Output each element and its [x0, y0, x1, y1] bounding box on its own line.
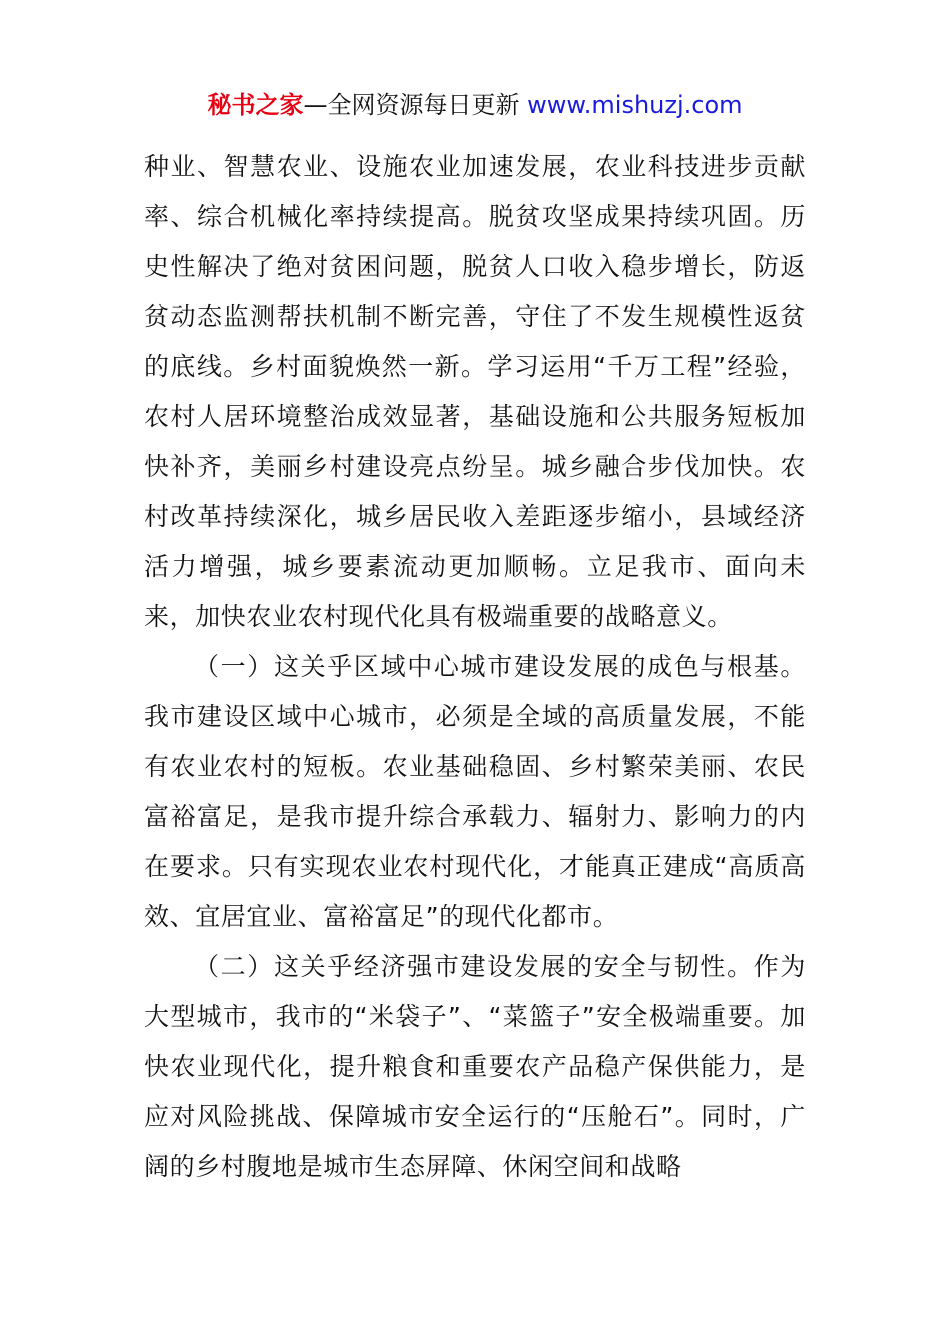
paragraph-3: （二）这关乎经济强市建设发展的安全与韧性。作为大型城市，我市的“米袋子”、“菜篮子”安全极端重要。加快农业现代化，提升粮食和重要农产品稳产保供能力，是应对风险挑战、保障城市安全运行的“压舱石”。同时，广阔的乡村腹地是城市生态屏障、休闲空间和战略 — [144, 952, 806, 1181]
site-slogan: —全网资源每日更新 — [303, 91, 528, 119]
document-body — [144, 142, 806, 1192]
site-url-link[interactable]: www.mishuzj.com — [527, 91, 743, 119]
site-brand: 秘书之家 — [207, 91, 304, 119]
page-header — [0, 88, 950, 122]
paragraph-1: 种业、智慧农业、设施农业加速发展，农业科技进步贡献率、综合机械化率持续提高。脱贫攻坚成果持续巩固。历史性解决了绝对贫困问题，脱贫人口收入稳步增长，防返贫动态监测帮扶机制不断完善，守住了不发生规模性返贫的底线。乡村面貌焕然一新。学习运用“千万工程”经验，农村人居环境整治成效显著，基础设施和公共服务短板加快补齐，美丽乡村建设亮点纷呈。城乡融合步伐加快。农村改革持续深化，城乡居民收入差距逐步缩小，县域经济活力增强，城乡要素流动更加顺畅。立足我市、面向未来，加快农业农村现代化具有极端重要的战略意义。 — [144, 152, 806, 631]
paragraph-2: （一）这关乎区域中心城市建设发展的成色与根基。我市建设区域中心城市，必须是全域的高质量发展，不能有农业农村的短板。农业基础稳固、乡村繁荣美丽、农民富裕富足，是我市提升综合承载力、辐射力、影响力的内在要求。只有实现农业农村现代化，才能真正建成“高质高效、宜居宜业、富裕富足”的现代化都市。 — [144, 652, 806, 931]
